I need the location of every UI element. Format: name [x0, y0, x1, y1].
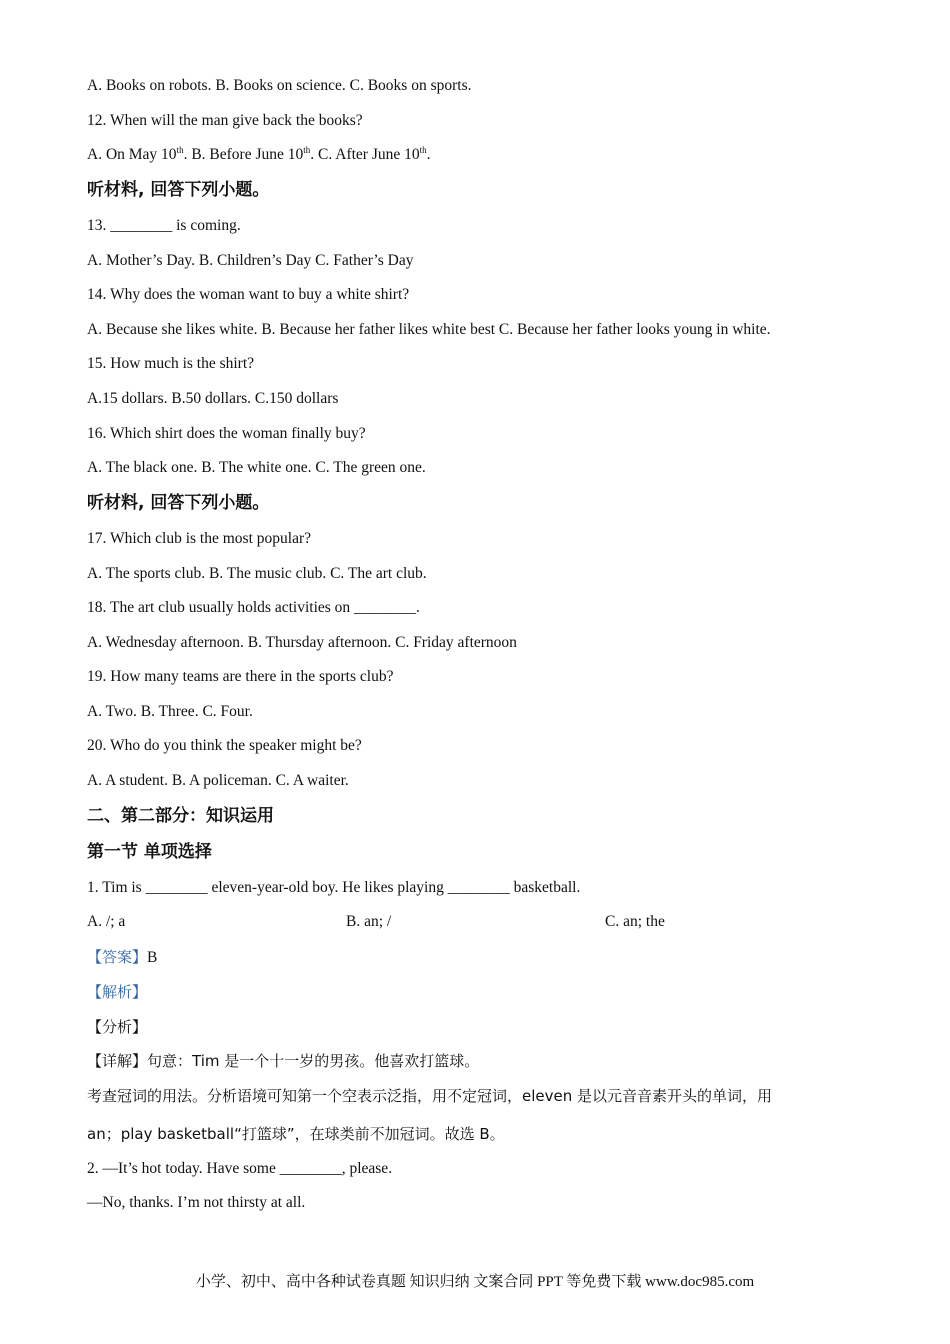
q12-end: . — [426, 146, 431, 163]
answer-line — [87, 947, 157, 968]
q14-question: 14. Why does the woman want to buy a white shirt? — [87, 286, 410, 303]
q15-question: 15. How much is the shirt? — [87, 355, 255, 372]
detail-text: 句意：Tim 是一个十一岁的男孩。他喜欢打篮球。 — [147, 1052, 480, 1070]
fenxi-label: 【分析】 — [87, 1018, 148, 1036]
q12-sup-a: th — [176, 145, 184, 155]
q14-options: A. Because she likes white. B. Because her father likes white best C. Because her father looks young in white. — [87, 321, 771, 338]
q11-options: A. Books on robots. B. Books on science. C. Books on sports. — [87, 77, 472, 94]
q12-sup-b: th — [303, 145, 311, 155]
answer-label: 【答案】 — [87, 948, 148, 966]
mc-q2-reply: —No, thanks. I’m not thirsty at all. — [87, 1194, 306, 1211]
q13-question: 13. ________ is coming. — [87, 217, 241, 234]
answer-value: B — [147, 949, 158, 966]
detail-label: 【详解】 — [87, 1052, 148, 1070]
mc-q1-options — [87, 912, 847, 932]
q20-options: A. A student. B. A policeman. C. A waiter. — [87, 772, 349, 789]
q16-question: 16. Which shirt does the woman finally buy? — [87, 425, 366, 442]
explain-line-1: 考查冠词的用法。分析语境可知第一个空表示泛指，用不定冠词，eleven 是以元音音素开头的单词，用 — [87, 1087, 773, 1105]
q12-sup-c: th — [419, 145, 427, 155]
q12-option-b: . B. Before June 10 — [183, 146, 304, 163]
q12-options — [87, 145, 431, 165]
q13-options: A. Mother’s Day. B. Children’s Day C. Father’s Day — [87, 252, 414, 269]
analysis-label: 【解析】 — [87, 983, 148, 1001]
q12-option-c: . C. After June 10 — [310, 146, 420, 163]
mc-q1-option-c: C. an; the — [605, 913, 665, 930]
explain-line-2: an；play basketball“打篮球”，在球类前不加冠词。故选 B。 — [87, 1125, 505, 1143]
section-heading-listen-2: 听材料, 回答下列小题。 — [87, 493, 270, 513]
q19-question: 19. How many teams are there in the sports club? — [87, 668, 394, 685]
page-footer: 小学、初中、高中各种试卷真题 知识归纳 文案合同 PPT 等免费下载 www.doc985.com — [195, 1274, 755, 1290]
q15-options: A.15 dollars. B.50 dollars. C.150 dollars — [87, 390, 339, 407]
mc-q1-option-a: A. /; a — [87, 913, 126, 930]
q17-question: 17. Which club is the most popular? — [87, 530, 311, 547]
part2-title: 二、第二部分：知识运用 — [87, 806, 274, 826]
q18-question: 18. The art club usually holds activities on ________. — [87, 599, 420, 616]
q19-options: A. Two. B. Three. C. Four. — [87, 703, 253, 720]
q18-options: A. Wednesday afternoon. B. Thursday afternoon. C. Friday afternoon — [87, 634, 517, 651]
q12-option-a: A. On May 10 — [87, 146, 177, 163]
q17-options: A. The sports club. B. The music club. C. The art club. — [87, 565, 427, 582]
q16-options: A. The black one. B. The white one. C. The green one. — [87, 459, 426, 476]
section-heading-listen-1: 听材料, 回答下列小题。 — [87, 180, 270, 200]
mc-q2-question: 2. —It’s hot today. Have some ________, please. — [87, 1160, 393, 1177]
detail-line — [87, 1051, 479, 1071]
mc-q1-question: 1. Tim is ________ eleven-year-old boy. He likes playing ________ basketball. — [87, 879, 581, 896]
section1-title: 第一节 单项选择 — [87, 842, 212, 862]
q12-question: 12. When will the man give back the books? — [87, 112, 363, 129]
mc-q1-option-b: B. an; / — [346, 913, 392, 930]
q20-question: 20. Who do you think the speaker might be? — [87, 737, 362, 754]
